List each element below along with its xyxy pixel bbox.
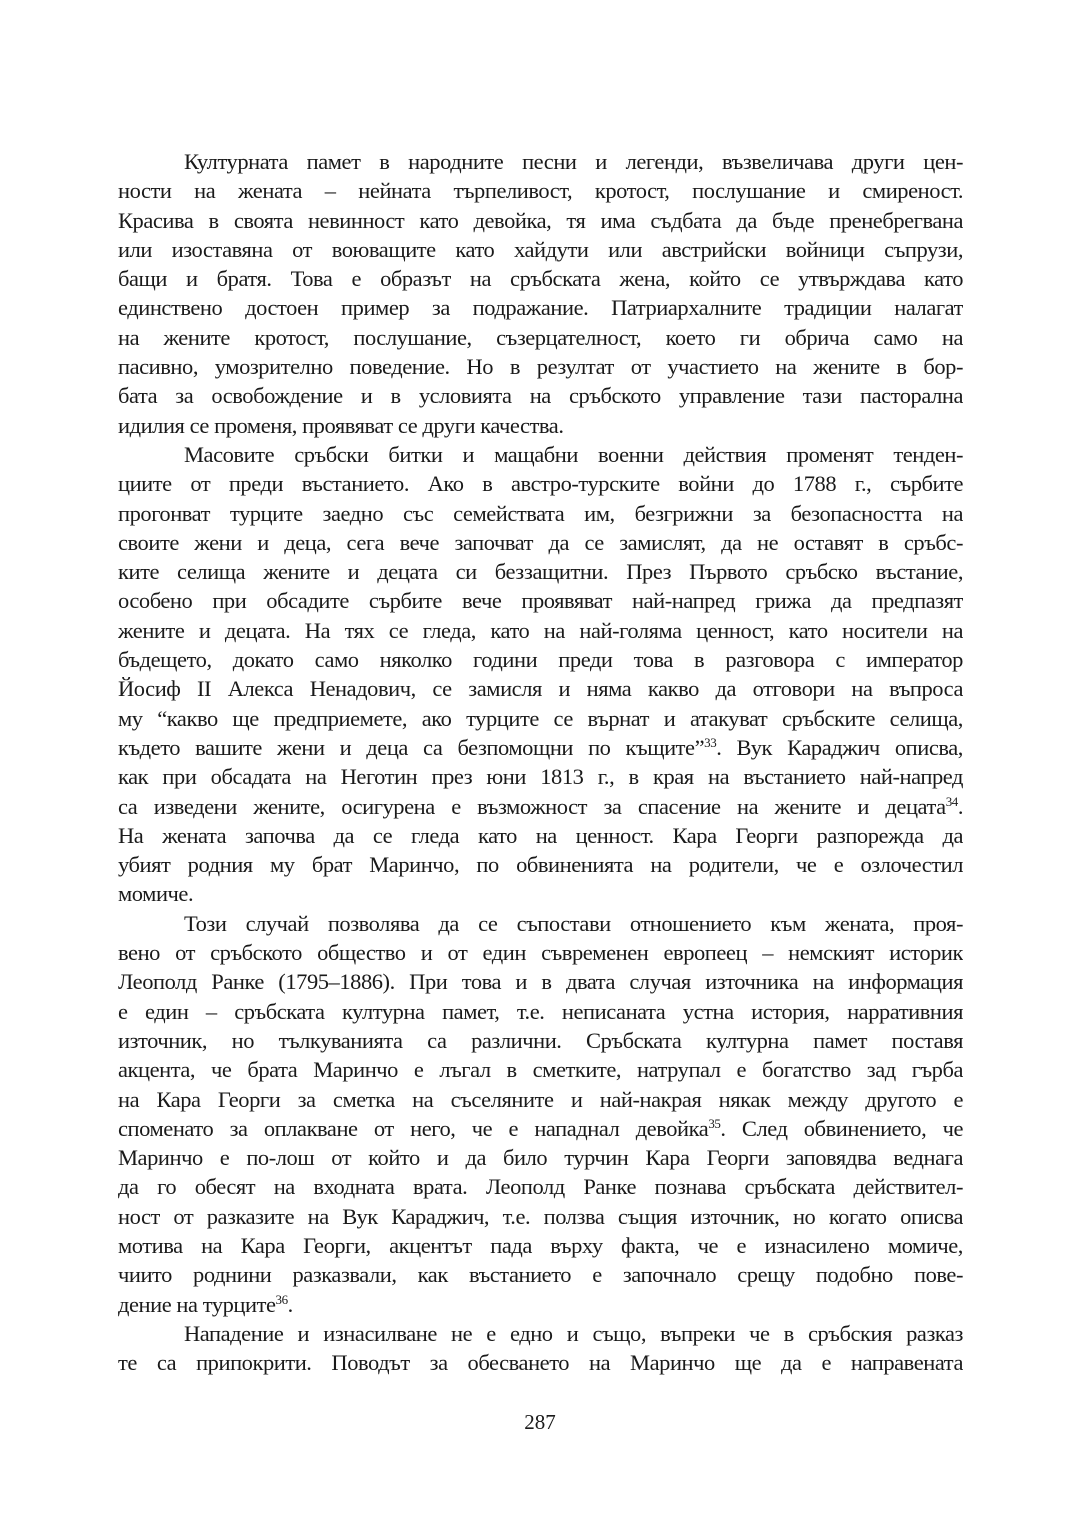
text-segment: Този случай позволява да се съпостави отношението към жената, проя- [184,910,963,936]
text-line [118,235,963,264]
text-segment: бата за освобождение и в условията на сръбското управление тази пасторална [118,383,963,409]
text-segment: момиче. [118,881,194,907]
text-line [118,147,963,176]
text-line [118,733,963,762]
text-segment: бащи и братя. Това е образът на сръбската жена, който се утвърждава като [118,266,963,292]
text-segment: Масовите сръбски битки и мащабни военни действия променят тенден- [184,441,963,467]
text-segment: източник, но тълкуванията са различни. Сръбската културна памет поставя [118,1027,963,1053]
text-line [118,1290,963,1319]
text-line [118,352,963,381]
text-line [118,1202,963,1231]
text-line [118,1348,963,1377]
footnote-reference: 33 [704,734,717,750]
text-segment: е един – сръбската културна памет, т.е. неписаната устна история, нарративния [118,998,963,1024]
text-line [118,1055,963,1084]
text-line [118,704,963,733]
text-segment: . Вук Караджич описва, [716,734,963,760]
text-line [118,411,963,440]
text-line [118,1026,963,1055]
text-segment: жените и децата. На тях се гледа, като на най-голяма ценност, като носители на [118,617,963,643]
text-line [118,528,963,557]
text-line [118,1260,963,1289]
text-segment: или изоставяна от воюващите като хайдути или австрийски войници съпрузи, [118,236,963,262]
text-segment: бъдещето, докато само няколко години преди това в разговора с император [118,647,963,673]
text-line [118,909,963,938]
text-segment: . След обвинението, че [720,1115,963,1141]
text-segment: . [287,1291,293,1317]
text-line [118,264,963,293]
text-line [118,674,963,703]
text-segment: убият родния му брат Маринчо, по обвиненията на родители, че е озлочестил [118,852,963,878]
paragraph [118,1319,963,1378]
text-segment: споменато за оплакване от него, че е нападнал девойка [118,1115,709,1141]
text-line [118,879,963,908]
text-segment: ност от разказите на Вук Караджич, т.е. ползва същия източник, но когато описва [118,1203,963,1229]
text-segment: на Кара Георги за сметка на съселяните и най-накрая някак между другото е [118,1086,963,1112]
text-segment: Йосиф II Алекса Ненадович, се замисля и няма какво да отговори на въпроса [118,676,963,702]
paragraph [118,909,963,1319]
text-segment: как при обсадата на Неготин през юни 1813 г., в края на въстанието най-напред [118,764,963,790]
text-segment: циите от преди въстанието. Ако в австро-турските войни до 1788 г., сърбите [118,471,963,497]
text-line [118,762,963,791]
text-line [118,967,963,996]
paragraph [118,440,963,909]
text-line [118,616,963,645]
footnote-reference: 34 [945,793,958,809]
text-segment: . [957,793,963,819]
text-line [118,381,963,410]
text-segment: да го обесят на входната врата. Леополд Ранке познава сръбската действител- [118,1174,963,1200]
text-line [118,499,963,528]
text-segment: на жените кротост, послушание, съзерцателност, което ги обрича само на [118,324,963,350]
text-segment: акцента, че брата Маринчо е лъгал в сметките, натрупал е богатство зад гърба [118,1057,963,1083]
text-line [118,557,963,586]
text-segment: Леополд Ранке (1795–1886). При това и в двата случая източника на информация [118,969,963,995]
text-line [118,938,963,967]
text-line [118,586,963,615]
text-segment: единствено достоен пример за подражание. Патриархалните традиции налагат [118,295,963,321]
text-line [118,1319,963,1348]
text-segment: своите жени и деца, сега вече започват да се замислят, да не оставят в сръбс- [118,529,963,555]
footnote-reference: 36 [275,1291,288,1307]
text-line [118,206,963,235]
text-segment: Красива в своята невинност като девойка, тя има съдбата да бъде пренебрегвана [118,207,963,233]
text-segment: ките селища жените и децата си беззащитни. През Първото сръбско въстание, [118,559,963,585]
text-segment: идилия се променя, проявяват се други качества. [118,412,564,438]
text-line [118,1231,963,1260]
text-line [118,645,963,674]
text-segment: Маринчо е по-лош от който и да било турчин Кара Георги заповядва веднага [118,1145,963,1171]
text-line [118,1085,963,1114]
text-segment: Нападение и изнасилване не е едно и също, въпреки че в сръбския разказ [184,1320,963,1346]
body-text [118,147,963,1377]
text-segment: пасивно, умозрително поведение. Но в резултат от участието на жените в бор- [118,354,963,380]
footnote-reference: 35 [708,1115,721,1131]
text-line [118,1114,963,1143]
text-segment: мотива на Кара Георги, акцентът пада върху факта, че е изнасилено момиче, [118,1232,963,1258]
text-line [118,821,963,850]
text-line [118,323,963,352]
text-segment: Културната памет в народните песни и легенди, възвеличава други цен- [184,149,963,174]
text-line [118,997,963,1026]
text-segment: особено при обсадите сърбите вече проявяват най-напред грижа да предпазят [118,588,963,614]
text-line [118,1172,963,1201]
text-segment: са изведени жените, осигурена е възможност за спасение на жените и децата [118,793,946,819]
text-segment: На жената започва да се гледа като на ценност. Кара Георги разпорежда да [118,822,963,848]
paragraph [118,147,963,440]
text-line [118,792,963,821]
text-line [118,293,963,322]
text-line [118,469,963,498]
text-segment: те са припокрити. Поводът за обесването на Маринчо ще да е направената [118,1350,963,1376]
text-segment: където вашите жени и деца са безпомощни по къщите” [118,734,705,760]
page-number: 287 [524,1410,556,1434]
text-line [118,440,963,469]
text-segment: чиито роднини разказвали, как въстанието е започнало срещу подобно пове- [118,1262,963,1288]
text-segment: ности на жената – нейната търпеливост, кротост, послушание и смиреност. [118,178,963,204]
text-segment: дение на турците [118,1291,276,1317]
text-segment: прогонват турците заедно със семействата им, безгрижни за безопасността на [118,500,963,526]
text-segment: вено от сръбското общество и от един съвременен европеец – немският историк [118,940,963,966]
text-line [118,176,963,205]
text-line [118,1143,963,1172]
text-segment: му “какво ще предприемете, ако турците се върнат и атакуват сръбските селища, [118,705,963,731]
text-line [118,850,963,879]
